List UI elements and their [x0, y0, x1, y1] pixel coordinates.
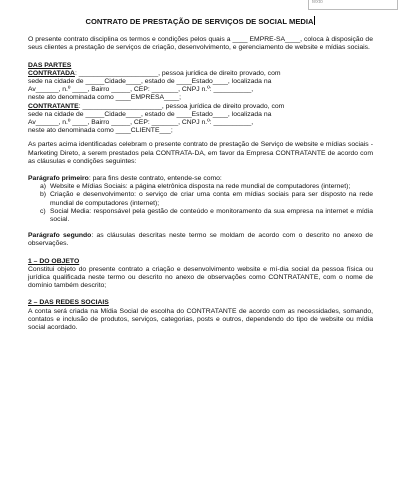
document-body — [28, 12, 373, 341]
redes-heading: 2 – DAS REDES SOCIAIS — [28, 299, 109, 307]
search-box[interactable] — [308, 0, 398, 10]
contratante-label: CONTRATANTE — [28, 102, 79, 110]
text-cursor — [314, 16, 315, 25]
intro-paragraph: O presente contrato disciplina os termos e condições pelos quais a ____ EMPRE-SA____, coloca à disposição de seus clientes a prestação de serviços de criação, desenvolvimento, e gerenciamento de website e mídias sociais. — [28, 36, 373, 52]
contratante-line-2: sede na cidade de _____Cidade____, estado de ____Estado____, localizada na — [28, 110, 272, 118]
contratada-line-4: neste ato denominada como ____EMPRESA____; — [28, 94, 182, 102]
search-box-text: texto — [312, 0, 323, 5]
acordo-paragraph: As partes acima identificadas celebram o presente contrato de prestação de Serviço de website e mídias sociais - Marketing Direto, a serem prestados pela CONTRATA-DA, em favor da Empresa CONTRATANTE de acordo com as cláusulas e condições seguintes: — [28, 141, 373, 165]
paragrafo-segundo-label: Parágrafo segundo — [28, 232, 92, 240]
paragrafo-primeiro-label: Parágrafo primeiro — [28, 175, 89, 183]
list-item: b) Criação e desenvolvimento: o serviço de criar uma conta em mídias sociais para ser disposto na rede mundial de computadores (internet); — [40, 191, 373, 207]
paragrafo-segundo: Parágrafo segundo: as cláusulas descritas neste termo se moldam de acordo com o descrito no anexo de observações. — [28, 232, 373, 248]
contratada-label: CONTRATADA — [28, 69, 75, 77]
contratante-line-3: Av______, n.º ____, Bairro _____, CEP: _______, CNPJ n.º: __________, — [28, 119, 254, 127]
objeto-heading: 1 – DO OBJETO — [28, 257, 80, 265]
contratada-line-2: sede na cidade de _____Cidade____, estado de ____Estado____, localizada na — [28, 78, 272, 86]
list-item: c) Social Media: responsável pela gestão de conteúdo e monitoramento da sua empresa na internet e mídia social. — [40, 207, 373, 224]
partes-heading: DAS PARTES — [28, 61, 72, 69]
contratada-line-3: Av______, n.º ____, Bairro _____, CEP: _______, CNPJ n.º: __________, — [28, 86, 254, 94]
paragrafo-primeiro: Parágrafo primeiro: para fins deste contrato, entende-se como: — [28, 175, 222, 183]
redes-paragraph: A conta será criada na Mídia Social de escolha do CONTRATANTE de acordo com as necessidades, somando, contatos e inclusão de produtos, serviços, categorias, posts e outros, dependendo do tipo de website ou mídia social acordado. — [28, 307, 373, 332]
contratante-line-4: neste ato denominada como ____CLIENTE___; — [28, 127, 173, 135]
document-title: CONTRATO DE PRESTAÇÃO DE SERVIÇOS DE SOCIAL MEDIA — [85, 17, 314, 26]
list-item: a) Website e Mídias Sociais: a página eletrônica disposta na rede mundial de computadores (internet); — [40, 183, 351, 191]
definitions-list — [28, 183, 373, 224]
contratante-line-1: CONTRATANTE: _____________________, pessoa jurídica de direito provado, com — [28, 102, 285, 110]
contratada-line-1: CONTRATADA: _____________________, pessoa jurídica de direito provado, com — [28, 69, 281, 77]
objeto-paragraph: Constitui objeto do presente contrato a criação e desenvolvimento website e mí-dia social da pessoa física ou jurídica qualificada neste termo ou descrito no anexo de observações como CONTRATANTE, com o nome de domínio também descrito; — [28, 265, 373, 290]
